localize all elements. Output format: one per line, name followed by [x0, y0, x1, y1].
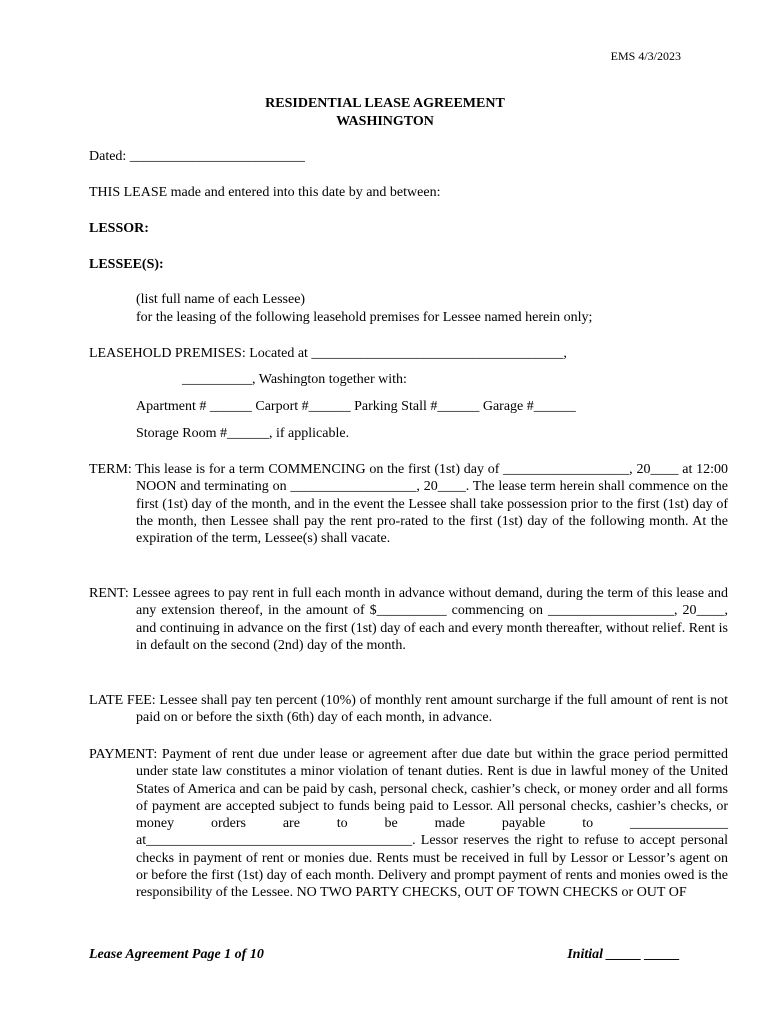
document-title: RESIDENTIAL LEASE AGREEMENT: [265, 96, 505, 111]
late-fee-paragraph: LATE FEE: Lessee shall pay ten percent (10%) of monthly rent amount surcharge if the full amount of rent is not paid on or before the sixth (6th) day of each month, in advance.: [89, 693, 728, 726]
premises-location: LEASEHOLD PREMISES: Located at ____________________________________,: [89, 346, 567, 361]
rent-paragraph: RENT: Lessee agrees to pay rent in full each month in advance without demand, during the term of this lease and any extension thereof, in the amount of $__________ commencing on __________________, 20____, and continuing in advance on the first (1st) day of each and every month thereafter, without relief. Rent is in default on the second (2nd) day of the month.: [89, 586, 728, 653]
term-paragraph: TERM: This lease is for a term COMMENCING on the first (1st) day of __________________, 20____ at 12:00 NOON and terminating on __________________, 20____. The lease term herein shall commence on the first (1st) day of the month, and in the event the Lessee shall take possession prior to the first (1st) day of the month, then Lessee shall pay the rent pro-rated to the first (1st) day of the following month. At the expiration of the term, Lessee(s) shall vacate.: [89, 462, 728, 547]
document-id: EMS 4/3/2023: [610, 49, 681, 63]
premises-city: __________, Washington together with:: [182, 372, 407, 387]
lessee-note-2: for the leasing of the following leasehold premises for Lessee named herein only;: [136, 310, 593, 325]
document-subtitle: WASHINGTON: [336, 114, 434, 129]
lessee-label: LESSEE(S):: [89, 257, 164, 272]
intro-line: THIS LEASE made and entered into this date by and between:: [89, 185, 441, 200]
footer-page-number: Lease Agreement Page 1 of 10: [89, 947, 264, 962]
dated-line: Dated: _________________________: [89, 149, 305, 164]
footer-initials: Initial _____ _____: [567, 947, 680, 962]
lessor-label: LESSOR:: [89, 221, 149, 236]
lessee-note-1: (list full name of each Lessee): [136, 292, 306, 307]
premises-units: Apartment # ______ Carport #______ Parking Stall #______ Garage #______: [136, 399, 576, 414]
premises-storage: Storage Room #______, if applicable.: [136, 426, 350, 441]
payment-paragraph: PAYMENT: Payment of rent due under lease or agreement after due date but within the grace period permitted under state law constitutes a minor violation of tenant duties. Rent is due in lawful money of the United States of America and can be paid by cash, personal check, cashier’s check, or money order and all forms of payment are accepted subject to funds being paid to Lessor. All personal checks, cashier’s checks, or money orders are to be made payable to ______________ at______________________________________. Lessor reserves the right to refuse to accept personal checks in payment of rent or monies due. Rents must be received in full by Lessor or Lessor’s agent on or before the first (1st) day of each month. Delivery and prompt payment of rents and monies owed is the responsibility of the Lessee. NO TWO PARTY CHECKS, OUT OF TOWN CHECKS or OUT OF: [89, 747, 728, 901]
